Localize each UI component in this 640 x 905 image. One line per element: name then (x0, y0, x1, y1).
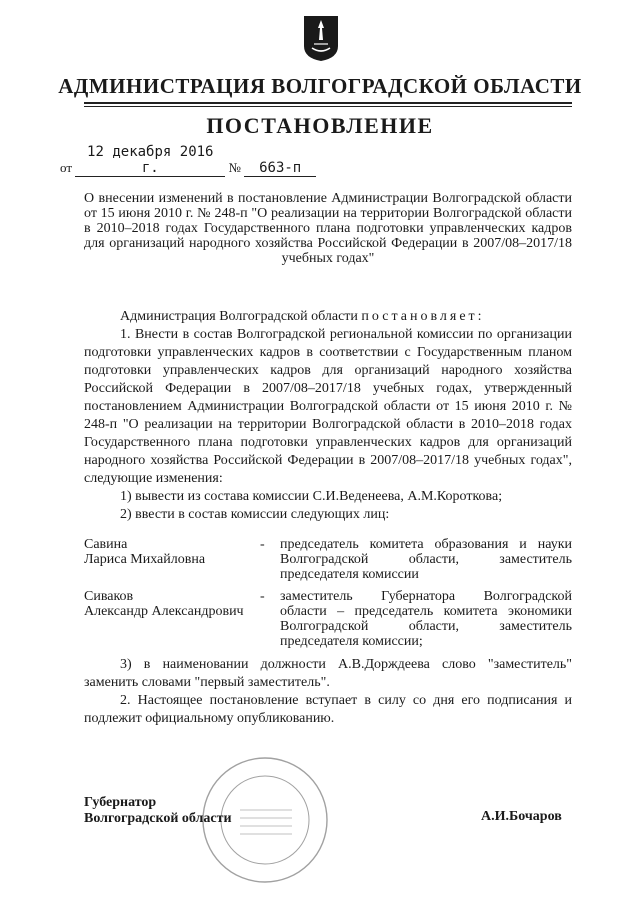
date-prefix: от (60, 160, 73, 175)
organization-title: АДМИНИСТРАЦИЯ ВОЛГОГРАДСКОЙ ОБЛАСТИ (58, 74, 582, 98)
date-line (60, 144, 316, 177)
member-dash: - (260, 589, 265, 604)
member-given-name: Лариса Михайловна (84, 552, 206, 567)
member-position: заместитель Губернатора Волгоградской области – председатель комитета экономики Волгоградской области, заместитель председателя комиссии; (280, 589, 572, 649)
member-name (84, 537, 254, 567)
paragraph-1: 1. Внести в состав Волгоградской региональной комиссии по организации подготовки управленческих кадров в соответствии с Государственным планом подготовки управленческих кадров для организаций народного хозяйства Российской Федерации в 2007/08–2017/18 учебных годах, утвержденный постановлением Администрации Волгоградской области от 15 июня 2010 г. № 248-п "О реализации на территории Волгоградской области в 2010–2018 годах Государственного плана подготовки управленческих кадров для организаций народного хозяйства Российской Федерации в 2007/08–2017/18 учебных годах", следующие изменения: (84, 327, 572, 486)
number-prefix: № (228, 160, 241, 175)
intro-decree: постановляет: (361, 309, 485, 324)
member-row (84, 589, 572, 653)
member-dash: - (260, 537, 265, 552)
member-given-name: Александр Александрович (84, 604, 244, 619)
header-rule (84, 102, 572, 104)
document-subject: О внесении изменений в постановление Администрации Волгоградской области от 15 июня 2010 г. № 248-п "О реализации на территории Волгоградской области в 2010–2018 годах Государственного плана подготовки управленческих кадров для организаций народного хозяйства Российской Федерации в 2007/08–2017/18 учебных годах" (84, 191, 572, 266)
intro-lead: Администрация Волгоградской области (120, 309, 358, 324)
coat-of-arms-icon (302, 14, 340, 62)
signatory-title-line1: Губернатор (84, 795, 157, 810)
document-type: ПОСТАНОВЛЕНИЕ (206, 113, 434, 138)
member-surname: Сиваков (84, 589, 134, 604)
subitem-2: 2) ввести в состав комиссии следующих лиц: (120, 507, 390, 522)
subitem-3: 3) в наименовании должности А.В.Дорждеева слово "заместитель" заменить словами "первый заместитель". (84, 657, 572, 690)
document-date: 12 декабря 2016 г. (75, 144, 225, 177)
paragraph-2: 2. Настоящее постановление вступает в силу со дня его подписания и подлежит официальному опубликованию. (84, 693, 572, 726)
signatory-title (84, 795, 232, 827)
header-rule-thin (84, 106, 572, 107)
document-body-end (84, 656, 572, 728)
signatory-title-line2: Волгоградской области (84, 811, 232, 826)
document-number: 663-п (244, 160, 316, 177)
member-name (84, 589, 254, 619)
member-row (84, 537, 572, 585)
subitem-1: 1) вывести из состава комиссии С.И.Веденеева, А.М.Короткова; (120, 489, 503, 504)
member-surname: Савина (84, 537, 128, 552)
signatory-name: А.И.Бочаров (481, 809, 562, 824)
intro-paragraph (84, 308, 572, 326)
document-body (84, 308, 572, 524)
member-position: председатель комитета образования и науки Волгоградской области, заместитель председателя комиссии (280, 537, 572, 582)
